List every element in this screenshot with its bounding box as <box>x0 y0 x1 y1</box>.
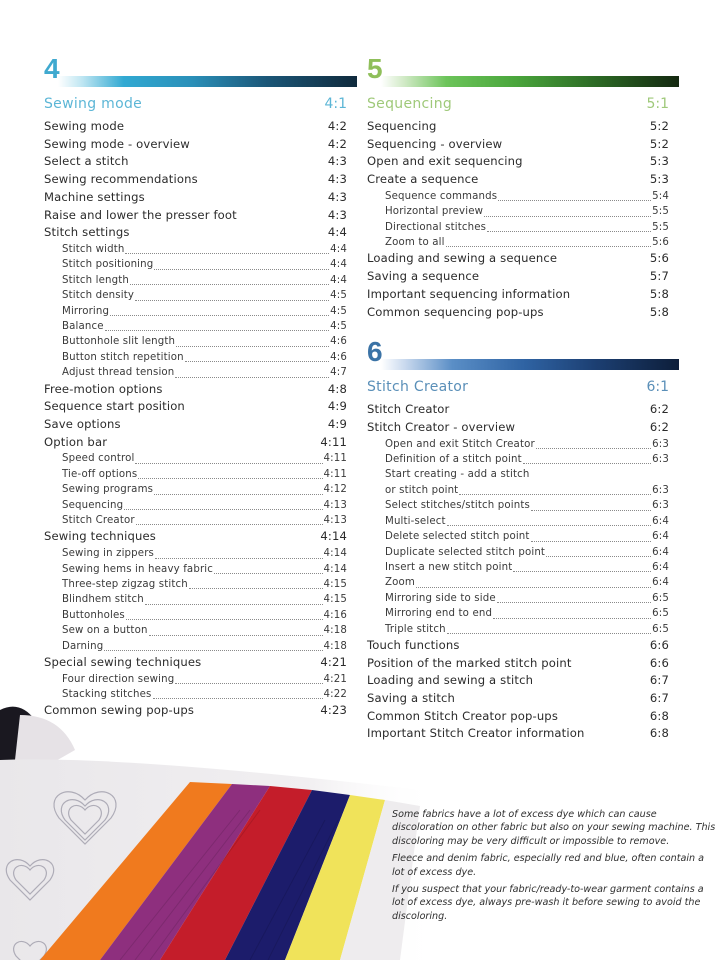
chapter-4-entries <box>44 118 347 720</box>
toc-entry-page: 4:4 <box>330 243 347 255</box>
chapter-5-title-row[interactable] <box>367 96 669 116</box>
toc-entry-page: 4:11 <box>323 453 347 465</box>
chapter-5-page: 5:1 <box>646 96 669 112</box>
toc-entry-label: Four direction sewing <box>62 673 175 685</box>
toc-entry-page: 5:6 <box>652 237 669 249</box>
toc-entry-page: 6:6 <box>649 637 669 652</box>
dot-leader <box>513 570 651 572</box>
dot-leader <box>497 601 651 603</box>
toc-entry-label: Saving a stitch <box>367 691 456 706</box>
toc-entry[interactable] <box>367 235 669 250</box>
toc-entry-label: Zoom <box>385 577 415 589</box>
toc-entry[interactable] <box>44 592 347 607</box>
dot-leader <box>484 215 651 217</box>
toc-entry-label: Darning <box>62 640 104 652</box>
toc-entry[interactable] <box>367 560 669 575</box>
toc-entry[interactable] <box>44 398 347 416</box>
toc-entry-page: 4:5 <box>330 320 347 332</box>
toc-entry-page: 4:6 <box>330 336 347 348</box>
toc-entry-page: 4:11 <box>323 468 347 480</box>
toc-entry-label: Sewing hems in heavy fabric <box>62 563 214 575</box>
toc-entry-page: 6:4 <box>652 577 669 589</box>
toc-entry[interactable] <box>367 220 669 235</box>
toc-entry-label: Stacking stitches <box>62 689 152 701</box>
toc-entry[interactable] <box>44 207 347 225</box>
toc-entry[interactable] <box>367 118 669 136</box>
toc-entry-label: Sewing mode - overview <box>44 136 190 151</box>
toc-entry-label: Mirroring <box>62 305 110 317</box>
toc-entry-page: 6:4 <box>652 561 669 573</box>
toc-entry-label: Tie-off options <box>62 468 138 480</box>
dot-leader <box>126 618 323 620</box>
toc-entry[interactable] <box>367 498 669 513</box>
toc-entry[interactable] <box>367 437 669 452</box>
toc-entry[interactable] <box>44 365 347 380</box>
toc-entry[interactable] <box>44 319 347 334</box>
toc-entry-page: 4:3 <box>327 189 347 204</box>
toc-entry-page: 4:9 <box>327 399 347 414</box>
toc-entry[interactable] <box>367 606 669 621</box>
chapter-4-number: 4 <box>44 53 60 84</box>
dot-leader <box>135 299 329 301</box>
toc-entry[interactable] <box>367 204 669 219</box>
toc-entry-label: Open and exit sequencing <box>367 154 523 169</box>
toc-entry[interactable] <box>44 528 347 546</box>
toc-entry-label: Select stitches/stitch points <box>385 500 530 512</box>
toc-entry-page: 4:14 <box>320 529 347 544</box>
toc-entry-page: 4:18 <box>323 640 347 652</box>
toc-entry-label: Saving a sequence <box>367 269 480 284</box>
toc-entry-page: 4:15 <box>323 594 347 606</box>
toc-entry[interactable] <box>367 467 669 482</box>
toc-entry-page: 6:5 <box>652 592 669 604</box>
dot-leader <box>154 268 329 270</box>
toc-entry[interactable] <box>367 419 669 437</box>
toc-entry-label: Adjust thread tension <box>62 367 175 379</box>
toc-entry-page: 4:13 <box>323 515 347 527</box>
toc-entry[interactable] <box>44 350 347 365</box>
toc-entry-label: Three-step zigzag stitch <box>62 578 188 590</box>
toc-entry[interactable] <box>367 171 669 189</box>
toc-entry-page: 5:8 <box>649 304 669 319</box>
toc-entry[interactable] <box>44 482 347 497</box>
toc-entry-page: 4:13 <box>323 499 347 511</box>
chapter-4-header <box>44 54 347 96</box>
toc-entry[interactable] <box>44 136 347 154</box>
toc-entry-label: Common Stitch Creator pop-ups <box>367 708 559 723</box>
toc-entry-page: 4:23 <box>320 703 347 718</box>
toc-entry[interactable] <box>44 334 347 349</box>
toc-entry-label: Loading and sewing a sequence <box>367 251 558 266</box>
toc-entry-label: Save options <box>44 416 121 431</box>
toc-entry[interactable] <box>44 171 347 189</box>
toc-entry[interactable] <box>44 224 347 242</box>
toc-entry[interactable] <box>44 273 347 288</box>
toc-entry[interactable] <box>44 257 347 272</box>
toc-entry-page: 5:2 <box>649 136 669 151</box>
toc-entry-page: 4:7 <box>330 367 347 379</box>
toc-entry-label: Directional stitches <box>385 221 487 233</box>
toc-entry[interactable] <box>367 304 669 322</box>
toc-entry-page: 6:3 <box>652 454 669 466</box>
toc-entry-label: Mirroring side to side <box>385 592 496 604</box>
toc-entry-page: 6:5 <box>652 623 669 635</box>
toc-entry-label: Horizontal preview <box>385 206 484 218</box>
toc-entry-page: 5:5 <box>652 221 669 233</box>
toc-entry[interactable] <box>367 545 669 560</box>
toc-entry[interactable] <box>44 434 347 452</box>
toc-entry-page: 6:8 <box>649 708 669 723</box>
dot-leader <box>175 682 322 684</box>
toc-entry[interactable] <box>367 655 669 673</box>
chapter-4-color-bar <box>58 76 357 87</box>
toc-entry-page: 4:21 <box>320 654 347 669</box>
dot-leader <box>498 199 651 201</box>
toc-entry-label: Option bar <box>44 434 108 449</box>
toc-entry-page: 6:4 <box>652 546 669 558</box>
toc-entry-label: Important sequencing information <box>367 286 571 301</box>
dot-leader <box>523 462 651 464</box>
toc-entry-page: 4:4 <box>330 259 347 271</box>
chapter-6-color-bar <box>381 359 679 370</box>
toc-entry-label: Sequencing <box>62 499 124 511</box>
toc-entry[interactable] <box>367 268 669 286</box>
toc-entry-label: Balance <box>62 320 104 332</box>
toc-entry-page: 4:5 <box>330 290 347 302</box>
toc-entry-page: 6:7 <box>649 691 669 706</box>
toc-entry-page: 4:9 <box>327 416 347 431</box>
toc-entry-label: Open and exit Stitch Creator <box>385 438 535 450</box>
chapter-5-entries <box>367 118 669 321</box>
chapter-4-page: 4:1 <box>324 96 347 112</box>
toc-entry-label: Mirroring end to end <box>385 608 493 620</box>
toc-entry-page: 4:21 <box>323 673 347 685</box>
dot-leader <box>104 649 322 651</box>
toc-entry[interactable] <box>367 136 669 154</box>
toc-entry-page: 5:4 <box>652 190 669 202</box>
toc-entry-page: 4:16 <box>323 609 347 621</box>
toc-entry-label: Important Stitch Creator information <box>367 726 585 741</box>
toc-entry-label: Stitch Creator <box>62 515 135 527</box>
toc-entry[interactable] <box>367 483 669 498</box>
toc-entry-label: Sewing in zippers <box>62 548 155 560</box>
toc-entry-label: Button stitch repetition <box>62 351 184 363</box>
toc-entry-label: Sequence commands <box>385 190 498 202</box>
dot-leader <box>459 493 651 495</box>
dot-leader <box>546 555 651 557</box>
chapter-6-number: 6 <box>367 336 383 368</box>
toc-entry-label: Common sewing pop-ups <box>44 703 195 718</box>
toc-entry-page: 5:5 <box>652 206 669 218</box>
toc-entry-label: Loading and sewing a stitch <box>367 673 534 688</box>
dot-leader <box>155 557 323 559</box>
toc-entry-label: Position of the marked stitch point <box>367 655 572 670</box>
toc-entry-page: 6:6 <box>649 655 669 670</box>
toc-entry-page: 5:7 <box>649 269 669 284</box>
toc-entry[interactable] <box>44 546 347 561</box>
toc-entry-label: Stitch settings <box>44 225 130 240</box>
toc-entry-page: 4:8 <box>327 381 347 396</box>
toc-entry-page: 4:5 <box>330 305 347 317</box>
dot-leader <box>154 493 322 495</box>
dot-leader <box>189 587 323 589</box>
chapter-5-title: Sequencing <box>367 96 453 112</box>
toc-entry-label: Insert a new stitch point <box>385 561 513 573</box>
chapter-6-title-row[interactable] <box>367 379 669 399</box>
toc-entry-label: Sewing recommendations <box>44 172 198 187</box>
toc-entry[interactable] <box>44 513 347 528</box>
toc-entry-page: 4:2 <box>327 119 347 133</box>
toc-entry-label: Definition of a stitch point <box>385 454 522 466</box>
dot-leader <box>531 479 668 480</box>
dot-leader <box>125 252 329 254</box>
toc-entry-label: Special sewing techniques <box>44 654 202 669</box>
toc-entry[interactable] <box>44 118 347 136</box>
note-paragraph-2: Fleece and denim fabric, especially red and blue, often contain a lot of excess dye. <box>392 853 705 878</box>
chapter-6-title: Stitch Creator <box>367 379 469 396</box>
toc-entry-page: 5:6 <box>649 251 669 266</box>
toc-entry[interactable] <box>44 654 347 672</box>
toc-entry[interactable] <box>44 288 347 303</box>
toc-entry-label: Common sequencing pop-ups <box>367 304 544 319</box>
toc-entry[interactable] <box>367 672 669 690</box>
toc-entry-label: Raise and lower the presser foot <box>44 207 237 222</box>
toc-entry-page: 5:3 <box>649 172 669 187</box>
toc-entry-page: 6:2 <box>649 402 669 417</box>
toc-entry-page: 5:8 <box>649 286 669 301</box>
toc-entry[interactable] <box>44 451 347 466</box>
toc-entry-label: or stitch point <box>385 484 459 496</box>
toc-entry-label: Stitch Creator <box>367 402 450 417</box>
dot-leader <box>447 632 651 634</box>
toc-entry-label: Sew on a button <box>62 625 148 637</box>
chapter-6-entries <box>367 401 669 743</box>
toc-entry[interactable] <box>44 467 347 482</box>
chapter-6-header <box>367 337 669 379</box>
dot-leader <box>130 283 329 285</box>
dye-warning-note <box>392 808 718 927</box>
toc-entry[interactable] <box>367 452 669 467</box>
toc-entry[interactable] <box>44 498 347 513</box>
dot-leader <box>110 314 329 316</box>
toc-entry-label: Sewing programs <box>62 484 154 496</box>
toc-entry-label: Delete selected stitch point <box>385 531 530 543</box>
dot-leader <box>536 447 651 449</box>
toc-entry[interactable] <box>44 577 347 592</box>
toc-entry[interactable] <box>44 562 347 577</box>
toc-entry-label: Start creating - add a stitch <box>385 469 530 481</box>
toc-entry-page: 6:5 <box>652 608 669 620</box>
toc-entry[interactable] <box>367 153 669 171</box>
toc-entry-page: 6:4 <box>652 531 669 543</box>
toc-entry-label: Sequence start position <box>44 399 185 414</box>
chapter-4-title: Sewing mode <box>44 96 143 112</box>
dot-leader <box>487 230 651 232</box>
toc-entry-page: 6:7 <box>649 673 669 688</box>
toc-entry-page: 4:12 <box>323 484 347 496</box>
toc-entry-label: Multi-select <box>385 515 446 527</box>
toc-entry-page: 4:15 <box>323 578 347 590</box>
toc-entry[interactable] <box>44 189 347 207</box>
toc-entry-label: Free-motion options <box>44 381 163 396</box>
toc-entry[interactable] <box>44 416 347 434</box>
toc-entry[interactable] <box>367 189 669 204</box>
toc-entry-page: 4:4 <box>327 225 347 240</box>
toc-entry-page: 4:3 <box>327 172 347 187</box>
dot-leader <box>531 540 652 542</box>
toc-entry-label: Speed control <box>62 453 135 465</box>
toc-entry[interactable] <box>367 591 669 606</box>
toc-entry-label: Machine settings <box>44 189 145 204</box>
toc-entry-page: 4:3 <box>327 207 347 222</box>
dot-leader <box>416 586 651 588</box>
toc-entry-label: Stitch positioning <box>62 259 154 271</box>
dot-leader <box>446 245 652 247</box>
toc-entry[interactable] <box>44 623 347 638</box>
toc-entry-page: 4:6 <box>330 351 347 363</box>
toc-entry-page: 6:3 <box>652 438 669 450</box>
toc-entry-label: Sewing mode <box>44 119 125 133</box>
toc-entry[interactable] <box>44 608 347 623</box>
toc-entry-page: 4:18 <box>323 625 347 637</box>
dot-leader <box>138 477 322 479</box>
toc-entry-label: Buttonholes <box>62 609 125 621</box>
dot-leader <box>175 376 329 378</box>
toc-entry-label: Buttonhole slit length <box>62 336 176 348</box>
toc-entry-page: 4:22 <box>323 689 347 701</box>
dot-leader <box>493 617 651 619</box>
toc-entry[interactable] <box>367 401 669 419</box>
toc-entry[interactable] <box>367 250 669 268</box>
toc-entry-page: 6:2 <box>649 419 669 434</box>
toc-entry-page: 6:8 <box>649 726 669 741</box>
toc-entry-label: Duplicate selected stitch point <box>385 546 546 558</box>
toc-entry[interactable] <box>367 529 669 544</box>
toc-entry-label: Stitch Creator - overview <box>367 419 516 434</box>
dot-leader <box>135 462 322 464</box>
toc-entry[interactable] <box>44 242 347 257</box>
toc-entry[interactable] <box>44 639 347 654</box>
toc-entry-label: Sequencing - overview <box>367 136 503 151</box>
toc-entry-page: 6:3 <box>652 484 669 496</box>
dot-leader <box>176 345 329 347</box>
toc-entry-label: Stitch width <box>62 243 125 255</box>
toc-entry[interactable] <box>367 514 669 529</box>
dot-leader <box>145 603 323 605</box>
chapter-5-color-bar <box>381 76 679 87</box>
toc-entry-page: 4:2 <box>327 136 347 151</box>
dot-leader <box>105 329 329 331</box>
toc-entry-label: Blindhem stitch <box>62 594 144 606</box>
toc-entry[interactable] <box>367 575 669 590</box>
chapter-4-title-row[interactable] <box>44 96 347 116</box>
dot-leader <box>149 634 323 636</box>
chapter-6-page: 6:1 <box>646 379 669 396</box>
toc-entry-page: 5:3 <box>649 154 669 169</box>
toc-entry-label: Stitch density <box>62 290 135 302</box>
dot-leader <box>447 524 651 526</box>
toc-entry-page: 6:3 <box>652 500 669 512</box>
toc-entry-page: 4:14 <box>323 548 347 560</box>
toc-entry-label: Triple stitch <box>385 623 446 635</box>
toc-entry-page: 4:11 <box>320 434 347 449</box>
toc-entry[interactable] <box>44 153 347 171</box>
toc-entry-page: 5:2 <box>649 119 669 133</box>
note-paragraph-1: Some fabrics have a lot of excess dye which can cause discoloration on other fabric but also on your sewing machine. This discoloring may be very difficult or impossible to remove. <box>392 809 716 847</box>
chapter-4-toc <box>44 54 347 720</box>
toc-entry-page: 4:4 <box>330 274 347 286</box>
chapter-5-header <box>367 54 669 96</box>
toc-entry-label: Stitch length <box>62 274 130 286</box>
toc-entry-page: 4:3 <box>327 154 347 169</box>
dot-leader <box>185 360 329 362</box>
note-paragraph-3: If you suspect that your fabric/ready-to-wear garment contains a lot of excess dye, always pre-wash it before sewing to avoid the discoloring. <box>392 884 704 922</box>
dot-leader <box>531 509 651 511</box>
dot-leader <box>124 508 322 510</box>
toc-entry-label: Create a sequence <box>367 172 479 187</box>
dot-leader <box>136 523 323 525</box>
toc-entry[interactable] <box>367 622 669 637</box>
toc-entry-label: Sewing techniques <box>44 529 156 544</box>
toc-entry-label: Zoom to all <box>385 237 445 249</box>
toc-entry[interactable] <box>367 637 669 655</box>
chapter-5-number: 5 <box>367 53 383 84</box>
toc-entry[interactable] <box>44 672 347 687</box>
toc-entry-label: Select a stitch <box>44 154 129 169</box>
toc-entry[interactable] <box>44 304 347 319</box>
toc-entry-page: 6:4 <box>652 515 669 527</box>
toc-entry[interactable] <box>44 381 347 399</box>
toc-entry-page: 4:14 <box>323 563 347 575</box>
toc-entry-label: Sequencing <box>367 119 437 133</box>
toc-entry-label: Touch functions <box>367 637 460 652</box>
chapter-5-6-toc <box>367 54 669 743</box>
toc-entry[interactable] <box>367 286 669 304</box>
dot-leader <box>214 572 323 574</box>
